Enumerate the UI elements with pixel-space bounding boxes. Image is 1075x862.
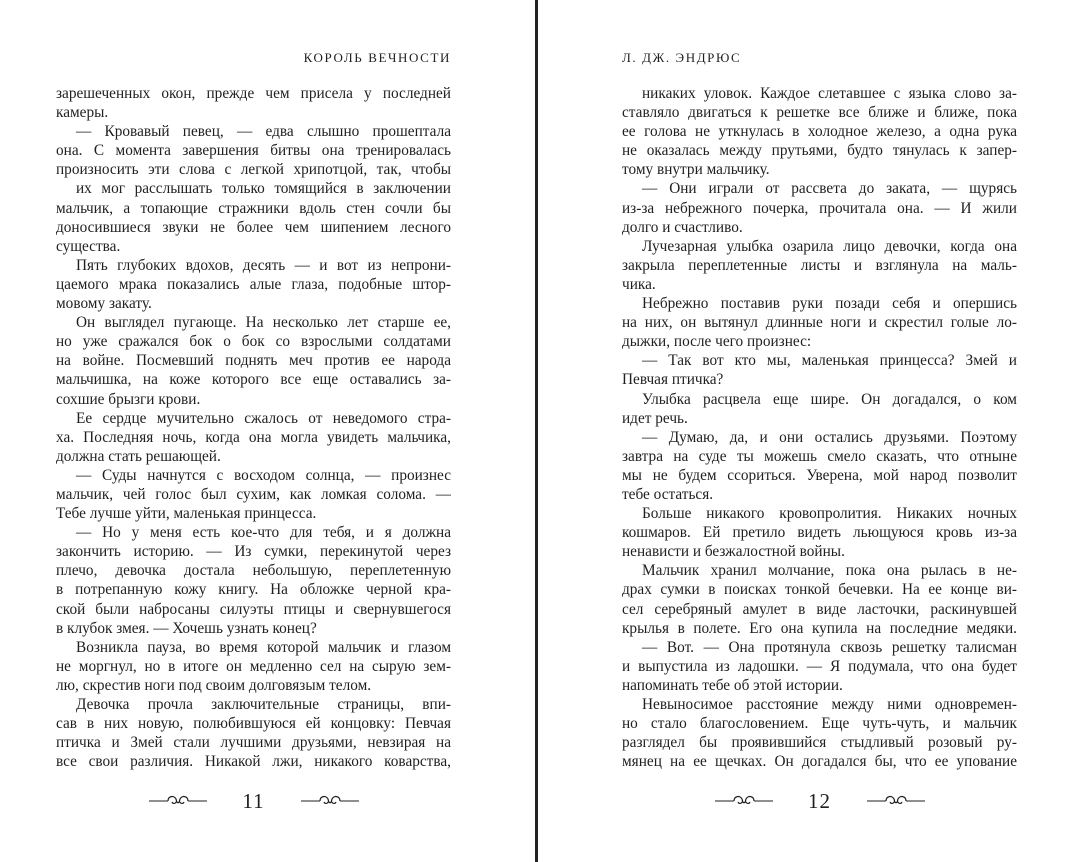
text-line: — Так вот кто мы, маленькая принцесса? Змей и (642, 352, 1017, 370)
text-line: должна стать решающей. (56, 447, 221, 465)
text-line: сохшие брызги крови. (56, 390, 201, 408)
text-line: она. С момента завершения битвы она тренировалась (56, 142, 451, 160)
text-line: Он выглядел пугающе. На несколько лет старше ее, (76, 314, 451, 332)
text-line: Певчая птичка? (622, 371, 724, 389)
text-line: кошмаров. Ей претило видеть льющуюся кровь из-за (622, 524, 1017, 542)
folio-right (622, 786, 1017, 816)
text-line: птичка и Змей стали лучшими друзьями, невзирая на (56, 734, 451, 752)
text-line: крылья в полете. Его она купила на последние медяки. (622, 619, 1017, 637)
text-line: все свои различия. Никакой лжи, никакого коварства, (56, 753, 451, 771)
text-line: тебе остаться. (622, 485, 714, 503)
text-line: — Думаю, да, и они остались друзьями. Поэтому (642, 428, 1017, 446)
text-line: Улыбка расцвела еще шире. Он догадался, о ком (642, 390, 1017, 408)
flourish-ornament-icon (300, 792, 360, 810)
text-line: не моргнул, но в итоге он медленно сел на сырую зем- (56, 657, 451, 675)
text-line: ненависти и безжалостной войны. (622, 543, 845, 561)
text-line: ской были набросаны силуэты птицы и свернувшегося (56, 600, 451, 618)
flourish-ornament-icon (148, 792, 208, 810)
text-line: Невыносимое расстояние между ними одновремен- (642, 696, 1017, 713)
page-number-left: 11 (242, 788, 265, 813)
text-line: идет речь. (622, 409, 688, 427)
text-line: закончить историю. — Из сумки, перекинутой через (56, 543, 451, 561)
text-line: долго и счастливо. (622, 218, 743, 236)
text-line: и выпустила из ладошки. — Я подумала, что она будет (622, 657, 1017, 675)
text-line: мальчик, а топающие стражники вдоль стен сочли бы (56, 199, 451, 217)
text-line: Небрежно поставив руки позади себя и опершись (642, 295, 1017, 313)
text-line: мовому закату. (56, 295, 152, 313)
flourish-ornament-icon (866, 792, 926, 810)
text-line: никаких уловок. Каждое слетавшее с языка слово за- (642, 85, 1017, 102)
text-line: дыжки, после чего произнес: (622, 333, 812, 351)
text-line: существа. (56, 237, 121, 255)
text-line: но стало благословением. Еще чуть-чуть, и мальчик (622, 715, 1017, 733)
folio-left (56, 786, 451, 816)
text-line: Девочка прочла заключительные страницы, впи- (76, 696, 451, 713)
text-line: доносившиеся звуки не более чем шипением лесного (56, 218, 451, 236)
text-line: напоминать тебе об этой истории. (622, 676, 843, 694)
text-line: — Суды начнутся с восходом солнца, — произнес (76, 466, 451, 484)
text-line: Мальчик хранил молчание, пока она рылась в не- (642, 562, 1017, 580)
text-line: тому внутри мальчику. (622, 161, 770, 179)
running-head-right: Л. ДЖ. ЭНДРЮС (622, 50, 742, 65)
text-line: зарешеченных окон, прежде чем присела у последней (56, 85, 451, 102)
text-line: Лучезарная улыбка озарила лицо девочки, когда она (642, 237, 1017, 255)
text-line: завтра на суде ты можешь смело сказать, что отныне (622, 447, 1017, 465)
text-line: ха. Последняя ночь, когда она могла увидеть мальчика, (56, 428, 451, 446)
text-line: в клубок змея. — Хочешь узнать конец? (56, 619, 317, 637)
text-line: разглядел бы проявившийся стыдливый розовый ру- (622, 734, 1017, 752)
text-line: закрыла переплетенные листы и взглянула на маль- (622, 256, 1017, 274)
right-page-text (622, 84, 1017, 771)
text-line: в потрепанную кожу книгу. На обложке черной кра- (56, 581, 451, 599)
flourish-ornament-icon (714, 792, 774, 810)
text-line: Больше никакого кровопролития. Никаких ночных (642, 505, 1017, 523)
text-line: ее голова не уткнулась в холодное железо, а одна рука (622, 123, 1017, 141)
text-line: произносить эти слова с легкой хрипотцой, так, чтобы (56, 161, 451, 179)
text-line: — Вот. — Она протянула сквозь решетку талисман (642, 638, 1017, 656)
text-line: Пять глубоких вдохов, десять — и вот из непрони- (76, 256, 451, 274)
text-line: Возникла пауза, во время которой мальчик и глазом (76, 638, 451, 656)
text-line: мальчишка, на коже которого все еще оставались за- (56, 371, 451, 389)
text-line: ставляло двигаться к решетке все ближе и ближе, пока (622, 104, 1017, 122)
text-line: на них, он вытянул длинные ноги и скрестил голые ло- (622, 314, 1017, 332)
left-page (56, 0, 451, 862)
text-line: драх сумки в поисках тонкой бечевки. На ее конце ви- (622, 581, 1017, 599)
text-line: чика. (622, 275, 656, 293)
text-line: мальчик, чей голос был сухим, как ломкая солома. — (56, 485, 451, 503)
text-line: не оказалась между прутьями, будто тянулась к запер- (622, 142, 1017, 160)
text-line: на войне. Посмевший поднять меч против ее народа (56, 352, 451, 370)
text-line: плечо, девочка достала небольшую, переплетенную (56, 562, 451, 580)
right-page (622, 0, 1017, 862)
text-line: сел серебряный амулет в виде ласточки, раскинувшей (622, 600, 1017, 618)
text-line: но уже сражался бок о бок со взрослыми солдатами (56, 333, 451, 351)
text-line: — Но у меня есть кое-что для тебя, и я должна (76, 524, 451, 542)
text-line: мянец на ее щечках. Он догадался бы, что ее упование (622, 753, 1017, 771)
text-line: — Они играли от рассвета до заката, — щурясь (642, 180, 1017, 198)
gutter-divider (535, 0, 538, 862)
text-line: — Кровавый певец, — едва слышно прошептала (76, 123, 451, 141)
text-line: сав в них новую, полюбившуюся ей концовку: Певчая (56, 715, 451, 733)
text-line: мы не будем ссориться. Уверена, мой народ позволит (622, 466, 1017, 484)
text-line: их мог расслышать только томящийся в заключении (76, 180, 451, 198)
page-number-right: 12 (808, 788, 831, 813)
text-line: цаемого мрака показались алые глаза, подобные штор- (56, 275, 451, 293)
left-page-text (56, 84, 451, 771)
text-line: Тебе лучше уйти, маленькая принцесса. (56, 505, 317, 523)
text-line: камеры. (56, 104, 109, 122)
text-line: лю, скрестив ноги под своим долговязым телом. (56, 676, 372, 694)
text-line: Ее сердце мучительно сжалось от неведомого стра- (76, 409, 451, 427)
text-line: из-за небрежного почерка, прочитала она. — И жили (622, 199, 1017, 217)
running-head-left: КОРОЛЬ ВЕЧНОСТИ (303, 50, 451, 65)
